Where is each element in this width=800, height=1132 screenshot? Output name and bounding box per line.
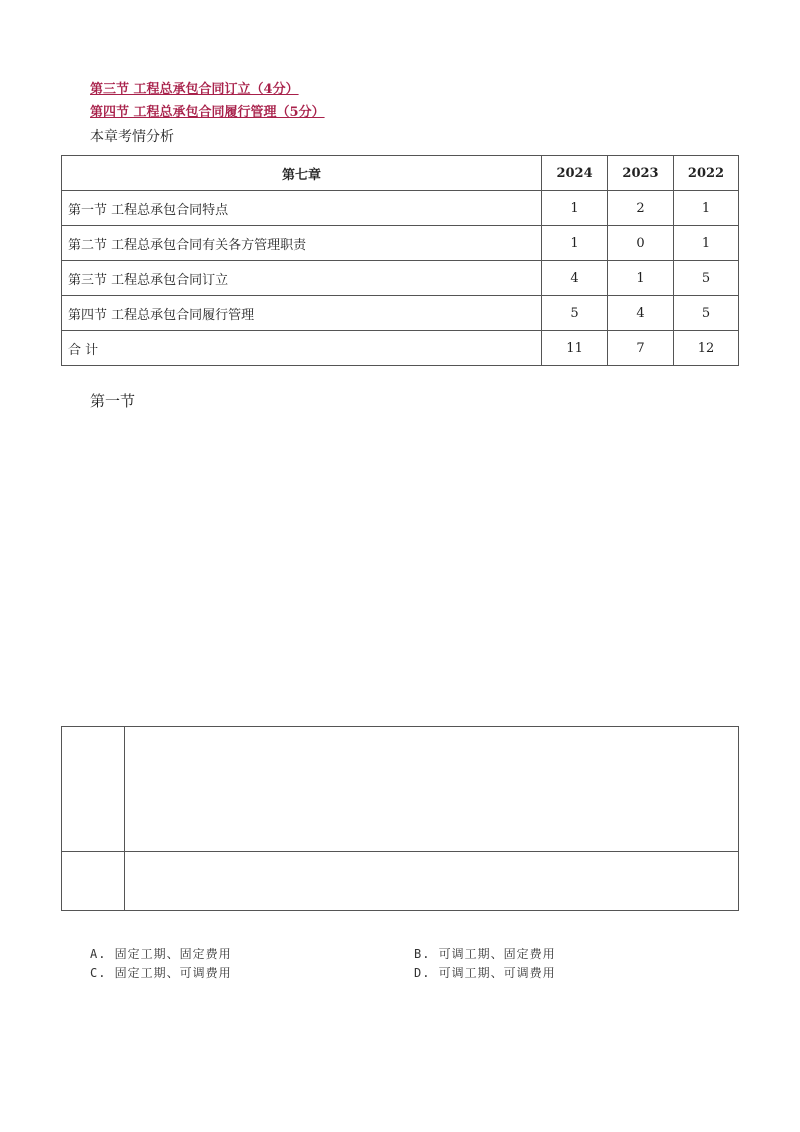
analysis-title: 本章考情分析 xyxy=(90,129,174,145)
header-chapter: 第七章 xyxy=(62,156,542,191)
link-section-4[interactable]: 第四节 工程总承包合同履行管理（5分） xyxy=(90,105,325,120)
table-row xyxy=(62,296,739,331)
stats-header-row xyxy=(62,156,739,191)
cell-value: 1 xyxy=(674,191,739,226)
cell-value: 5 xyxy=(674,261,739,296)
option-d[interactable]: D. 可调工期、可调费用 xyxy=(414,966,556,980)
cell-value: 5 xyxy=(674,296,739,331)
cell-value: 7 xyxy=(608,331,674,366)
table-row xyxy=(62,261,739,296)
cell-value: 4 xyxy=(542,261,608,296)
cell-value: 1 xyxy=(542,226,608,261)
row-label: 第二节 工程总承包合同有关各方管理职责 xyxy=(62,226,542,261)
total-row xyxy=(62,331,739,366)
option-a[interactable]: A. 固定工期、固定费用 xyxy=(90,947,232,961)
table-row xyxy=(62,226,739,261)
stats-table xyxy=(61,155,739,366)
empty-content-table xyxy=(61,726,739,911)
option-b[interactable]: B. 可调工期、固定费用 xyxy=(414,947,556,961)
table-divider-horizontal xyxy=(62,851,738,852)
header-year: 2022 xyxy=(674,156,739,191)
cell-value: 1 xyxy=(542,191,608,226)
table-row xyxy=(62,191,739,226)
row-label: 第三节 工程总承包合同订立 xyxy=(62,261,542,296)
row-label: 第四节 工程总承包合同履行管理 xyxy=(62,296,542,331)
cell-value: 2 xyxy=(608,191,674,226)
option-c[interactable]: C. 固定工期、可调费用 xyxy=(90,966,232,980)
cell-value: 1 xyxy=(608,261,674,296)
table-divider-vertical xyxy=(124,727,125,910)
row-label: 第一节 工程总承包合同特点 xyxy=(62,191,542,226)
cell-value: 12 xyxy=(674,331,739,366)
cell-value: 11 xyxy=(542,331,608,366)
row-label: 合 计 xyxy=(62,331,542,366)
header-year: 2024 xyxy=(542,156,608,191)
cell-value: 5 xyxy=(542,296,608,331)
header-year: 2023 xyxy=(608,156,674,191)
link-section-3[interactable]: 第三节 工程总承包合同订立（4分） xyxy=(90,82,299,97)
cell-value: 0 xyxy=(608,226,674,261)
section-heading: 第一节 xyxy=(90,392,136,410)
cell-value: 4 xyxy=(608,296,674,331)
cell-value: 1 xyxy=(674,226,739,261)
